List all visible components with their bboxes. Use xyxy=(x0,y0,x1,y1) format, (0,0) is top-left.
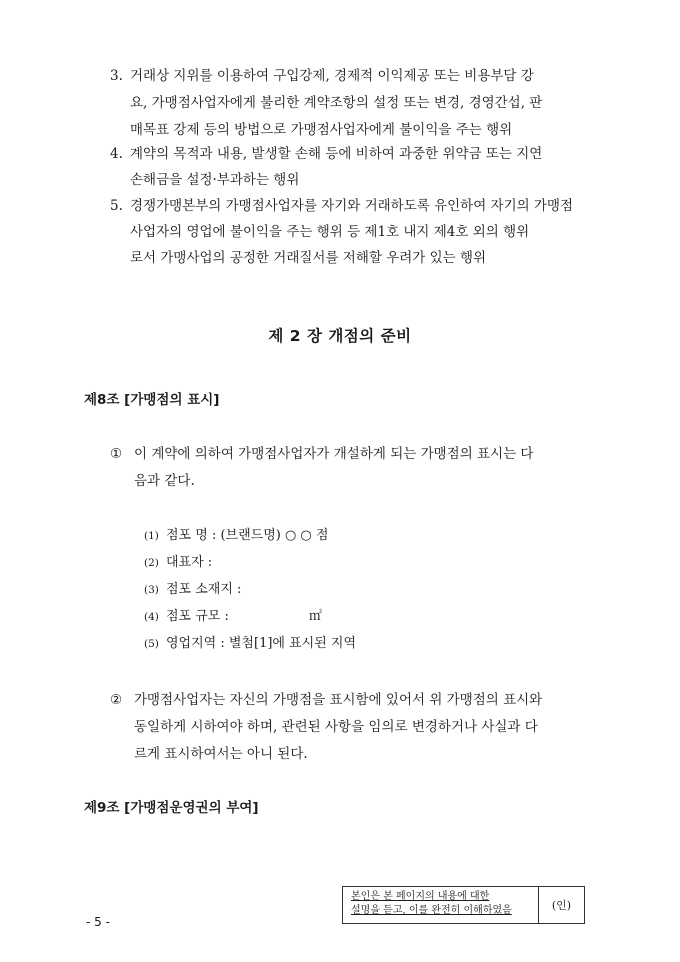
list-item-text: 사업자의 영업에 불이익을 주는 행위 등 제1호 내지 제4호 외의 행위 xyxy=(130,224,530,240)
sub-item xyxy=(144,524,328,543)
sub-item xyxy=(144,578,241,597)
article-9-title: 제9조 [가맹점운영권의 부여] xyxy=(84,800,259,816)
confirmation-text xyxy=(343,887,539,923)
paragraph-text: 음과 같다. xyxy=(134,473,195,489)
seal-field[interactable]: (인) xyxy=(551,899,572,912)
paragraph-text: 가맹점사업자는 자신의 가맹점을 표시함에 있어서 위 가맹점의 표시와 xyxy=(134,692,543,708)
paragraph-text: 동일하게 시하여야 하며, 관련된 사항을 임의로 변경하거나 사실과 다 xyxy=(134,719,538,735)
sub-item xyxy=(144,632,356,651)
sub-item-mark: (2) xyxy=(144,557,159,569)
confirmation-box xyxy=(342,886,585,924)
sub-item xyxy=(144,551,212,570)
sub-item-mark: (1) xyxy=(144,530,159,542)
sub-item-mark: (5) xyxy=(144,638,159,650)
sub-item-text: 대표자 : xyxy=(166,555,213,570)
sub-item-mark: (4) xyxy=(144,611,159,623)
list-item-number: 4. xyxy=(110,146,123,162)
sub-item-text: 영업지역 : 별첨[1]에 표시된 지역 xyxy=(166,636,357,651)
list-item-text: 경쟁가맹본부의 가맹점사업자를 자기와 거래하도록 유인하여 자기의 가맹점 xyxy=(130,198,574,214)
chapter-title: 제 2 장 개점의 준비 xyxy=(268,327,412,345)
list-item-text: 로서 가맹사업의 공정한 거래질서를 저해할 우려가 있는 행위 xyxy=(130,250,487,266)
list-item-text: 요, 가맹점사업자에게 불리한 계약조항의 설정 또는 변경, 경영간섭, 판 xyxy=(130,95,543,111)
confirmation-line: 본인은 본 페이지의 내용에 대한 xyxy=(351,891,490,902)
paragraph-mark: ① xyxy=(110,446,123,462)
list-item-text: 매목표 강제 등의 방법으로 가맹점사업자에게 불이익을 주는 행위 xyxy=(130,122,513,138)
paragraph-text: 이 계약에 의하여 가맹점사업자가 개설하게 되는 가맹점의 표시는 다 xyxy=(134,446,534,462)
list-item-text: 손해금을 설정·부과하는 행위 xyxy=(130,172,300,188)
confirmation-line: 설명을 듣고, 이를 완전히 이해하였음 xyxy=(351,905,512,916)
list-item-text: 거래상 지위를 이용하여 구입강제, 경제적 이익제공 또는 비용부담 강 xyxy=(130,68,534,84)
sub-item-unit: ㎡ xyxy=(308,609,322,624)
sub-item xyxy=(144,605,322,624)
sub-item-text: 점포 명 : (브랜드명) ○ ○ 점 xyxy=(166,528,329,543)
paragraph-text: 르게 표시하여서는 아니 된다. xyxy=(134,746,308,762)
article-8-title: 제8조 [가맹점의 표시] xyxy=(84,392,220,408)
list-item-number: 3. xyxy=(110,68,123,84)
list-item-text: 계약의 목적과 내용, 발생할 손해 등에 비하여 과중한 위약금 또는 지연 xyxy=(130,146,543,162)
page-number: - 5 - xyxy=(86,915,110,929)
sub-item-text: 점포 규모 : xyxy=(166,609,229,624)
paragraph-mark: ② xyxy=(110,692,123,708)
list-item-number: 5. xyxy=(110,198,123,214)
sub-item-text: 점포 소재지 : xyxy=(166,582,242,597)
sub-item-mark: (3) xyxy=(144,584,159,596)
